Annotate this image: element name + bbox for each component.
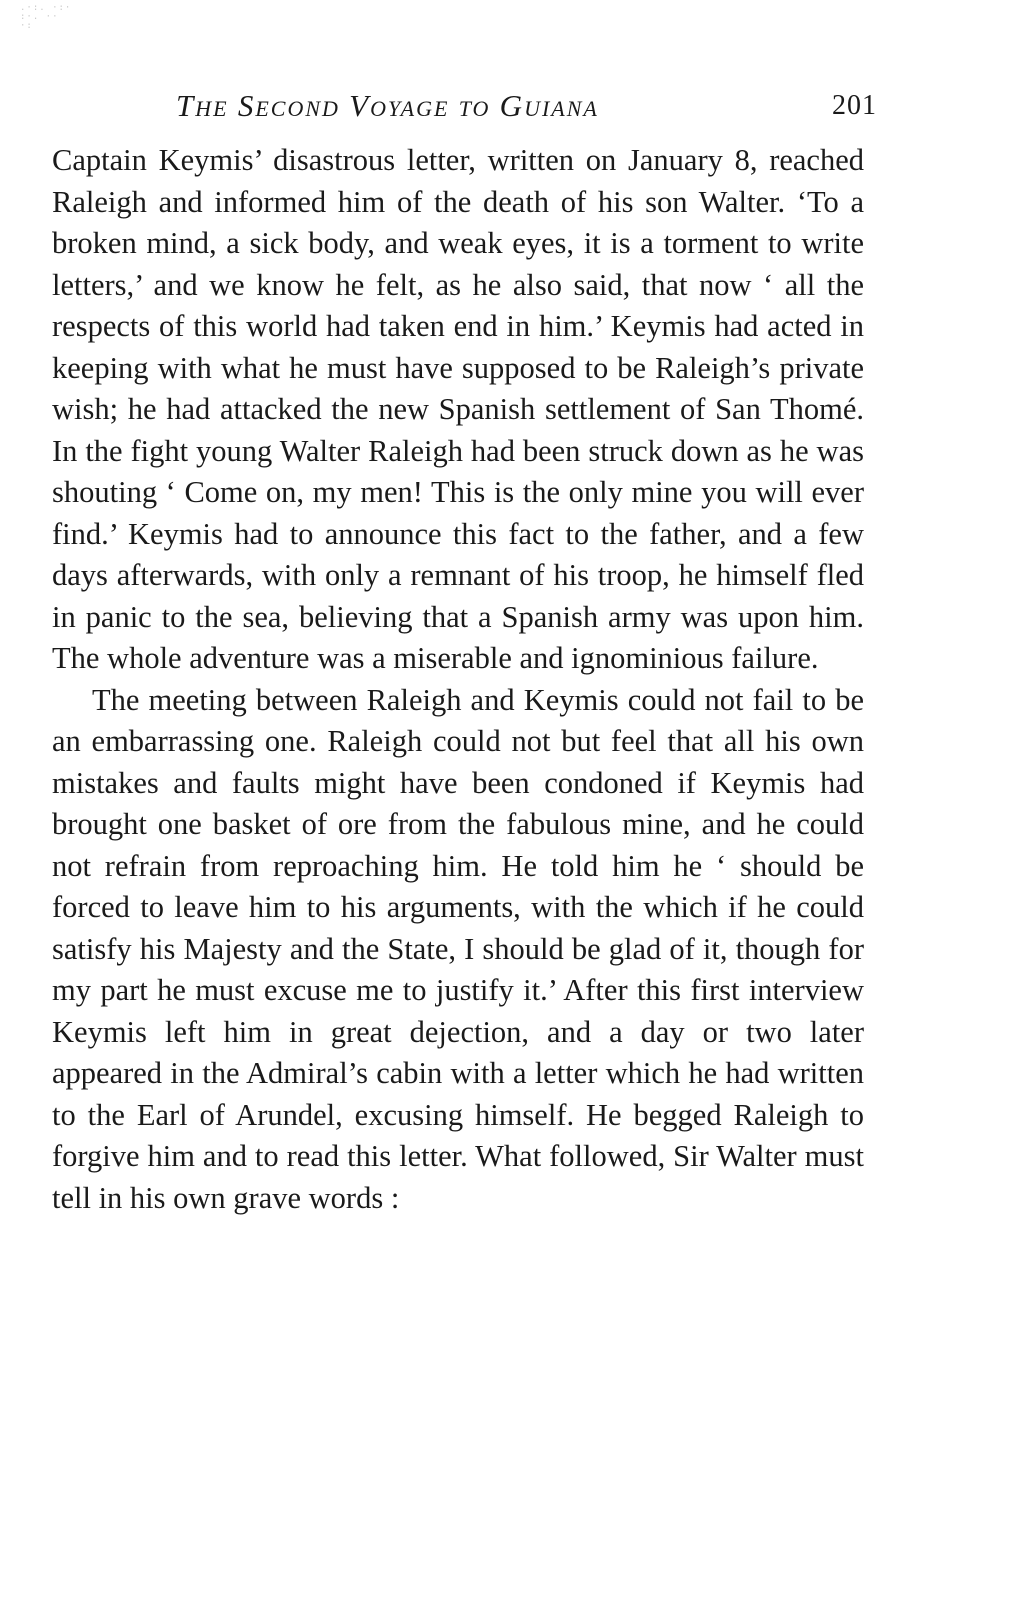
running-head-word: VOYAGE bbox=[349, 88, 450, 123]
running-head-word: THE bbox=[176, 88, 229, 123]
running-head-word: SECOND bbox=[237, 88, 340, 123]
running-head bbox=[176, 84, 876, 128]
page-number: 201 bbox=[832, 90, 877, 121]
running-head-word: TO bbox=[458, 96, 491, 121]
running-head-word: GUIANA bbox=[499, 88, 599, 123]
paragraph: Captain Keymis’ disastrous letter, written on January 8, reached Raleigh and informed him of the death of his son Walter. ‘To a broken mind, a sick body, and weak eyes, it is a torment to write letters,’ and we know he felt, as he also said, that now ‘ all the respects of this world had taken end in him.’ Keymis had acted in keeping with what he must have supposed to be Raleigh’s private wish; he had attacked the new Spanish settlement of San Thomé. In the fight young Walter Raleigh had been struck down as he was shouting ‘ Come on, my men! This is the only mine you will ever find.’ Keymis had to announce this fact to the father, and a few days afterwards, with only a remnant of his troop, he himself fled in panic to the sea, believing that a Spanish army was upon him. The whole adventure was a miserable and ignominious failure. bbox=[52, 143, 864, 675]
paper-speck-decoration: .·:. ·:· :·. ·· ·: bbox=[20, 3, 72, 31]
body-text bbox=[52, 140, 864, 1219]
paragraph: The meeting between Raleigh and Keymis could not fail to be an embarrassing one. Raleigh could not but feel that all his own mistakes and faults might have been condoned if Keymis had brought one basket of ore from the fabulous mine, and he could not refrain from reproaching him. He told him he ‘ should be forced to leave him to his arguments, with the which if he could satisfy his Majesty and the State, I should be glad of it, though for my part he must excuse me to justify it.’ After this first interview Keymis left him in great dejection, and a day or two later appeared in the Admiral’s cabin with a letter which he had written to the Earl of Arundel, excusing himself. He begged Raleigh to forgive him and to read this letter. What followed, Sir Walter must tell in his own grave words : bbox=[52, 682, 864, 1215]
